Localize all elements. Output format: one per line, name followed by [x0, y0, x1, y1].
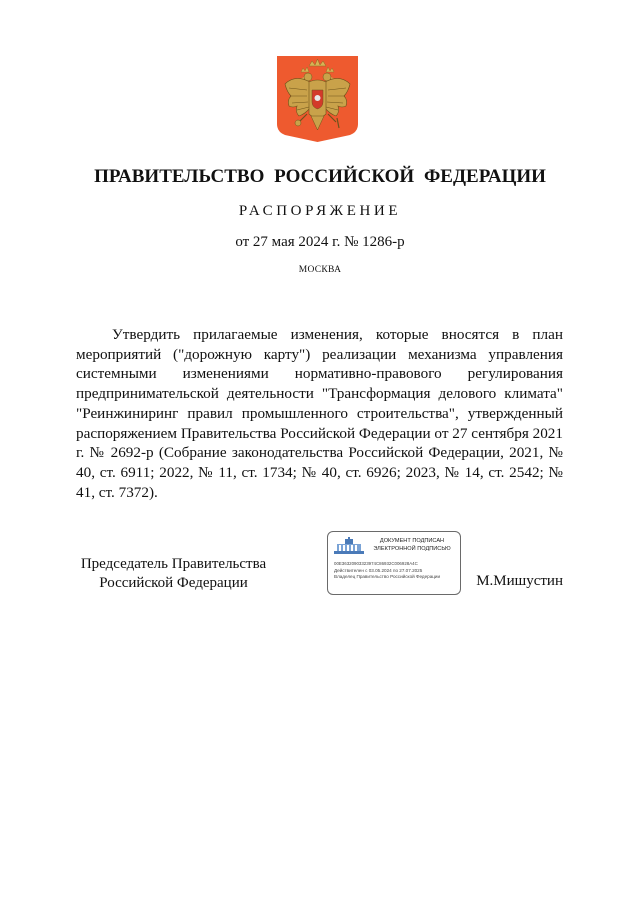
signer-name: М.Мишустин	[476, 573, 563, 589]
document-date-number: от 27 мая 2024 г. № 1286-р	[235, 234, 405, 250]
order-text: Утвердить прилагаемые изменения, которые вносятся в план мероприятий ("дорожную карту") реализации механизма управления системными изменениями нормативно-правового регулирования предпринимательской деятельности "Трансформация делового климата" "Реинжиниринг правил промышленного строительства", утвержденный распоряжением Правительства Российской Федерации от 27 сентября 2021 г. № 2692-р (Собрание законодательства Российской Федерации, 2021, № 40, ст. 6911; 2022, № 11, ст. 1734; № 40, ст. 6926; 2023, № 14, ст. 2542; № 41, ст. 7372).	[76, 326, 563, 501]
signer-position	[76, 555, 271, 592]
document-type: РАСПОРЯЖЕНИЕ	[238, 203, 402, 219]
stamp-owner: Владелец Правительство Российской Федерации	[334, 574, 441, 579]
electronic-signature-stamp	[327, 531, 461, 595]
stamp-header	[366, 537, 458, 553]
government-building-icon	[334, 537, 364, 554]
government-title: ПРАВИТЕЛЬСТВО РОССИЙСКОЙ ФЕДЕРАЦИИ	[94, 166, 546, 187]
stamp-line1: ДОКУМЕНТ ПОДПИСАН	[379, 538, 445, 544]
stamp-line2: ЭЛЕКТРОННОЙ ПОДПИСЬЮ	[373, 546, 451, 552]
stamp-validity: Действителен с 03.05.2024 по 27.07.2025	[334, 568, 423, 573]
stamp-certificate: 00E36320903323974C86932C006928A4C	[334, 561, 418, 566]
signer-position-line1: Председатель Правительства	[80, 556, 267, 572]
document-city: МОСКВА	[298, 265, 342, 275]
signer-position-line2: Российской Федерации	[99, 574, 248, 591]
coat-of-arms-icon	[277, 56, 358, 142]
